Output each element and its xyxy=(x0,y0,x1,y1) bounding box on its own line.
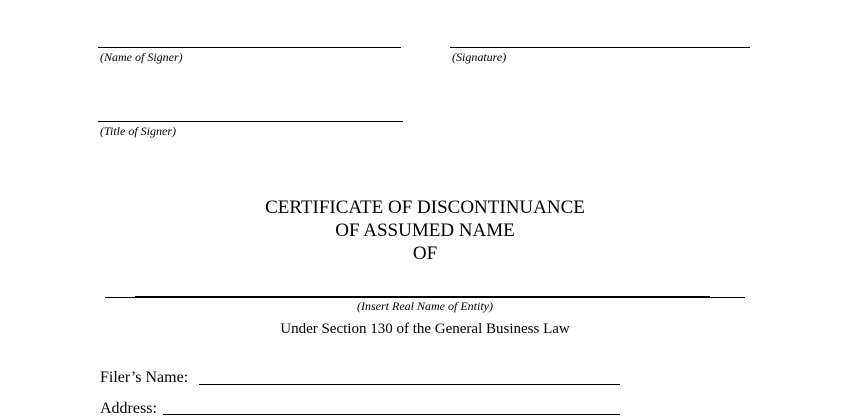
filers-name-field[interactable] xyxy=(199,384,620,385)
entity-name-line-bold xyxy=(135,296,710,298)
filers-name-label: Filer’s Name: xyxy=(100,369,189,386)
name-of-signer-line[interactable] xyxy=(98,47,401,48)
name-of-signer-label: (Name of Signer) xyxy=(100,50,183,64)
signature-line[interactable] xyxy=(450,47,750,48)
certificate-title-line-2: OF ASSUMED NAME xyxy=(335,220,515,241)
certificate-title-line-1: CERTIFICATE OF DISCONTINUANCE xyxy=(265,197,585,218)
title-of-signer-line[interactable] xyxy=(98,121,403,122)
section-reference-text: Under Section 130 of the General Business Law xyxy=(280,321,570,337)
certificate-title-line-3: OF xyxy=(412,243,438,264)
address-field[interactable] xyxy=(163,414,620,415)
insert-real-name-label: (Insert Real Name of Entity) xyxy=(357,299,493,313)
title-of-signer-label: (Title of Signer) xyxy=(100,124,176,138)
address-label: Address: xyxy=(100,400,157,417)
signature-label: (Signature) xyxy=(452,50,507,64)
